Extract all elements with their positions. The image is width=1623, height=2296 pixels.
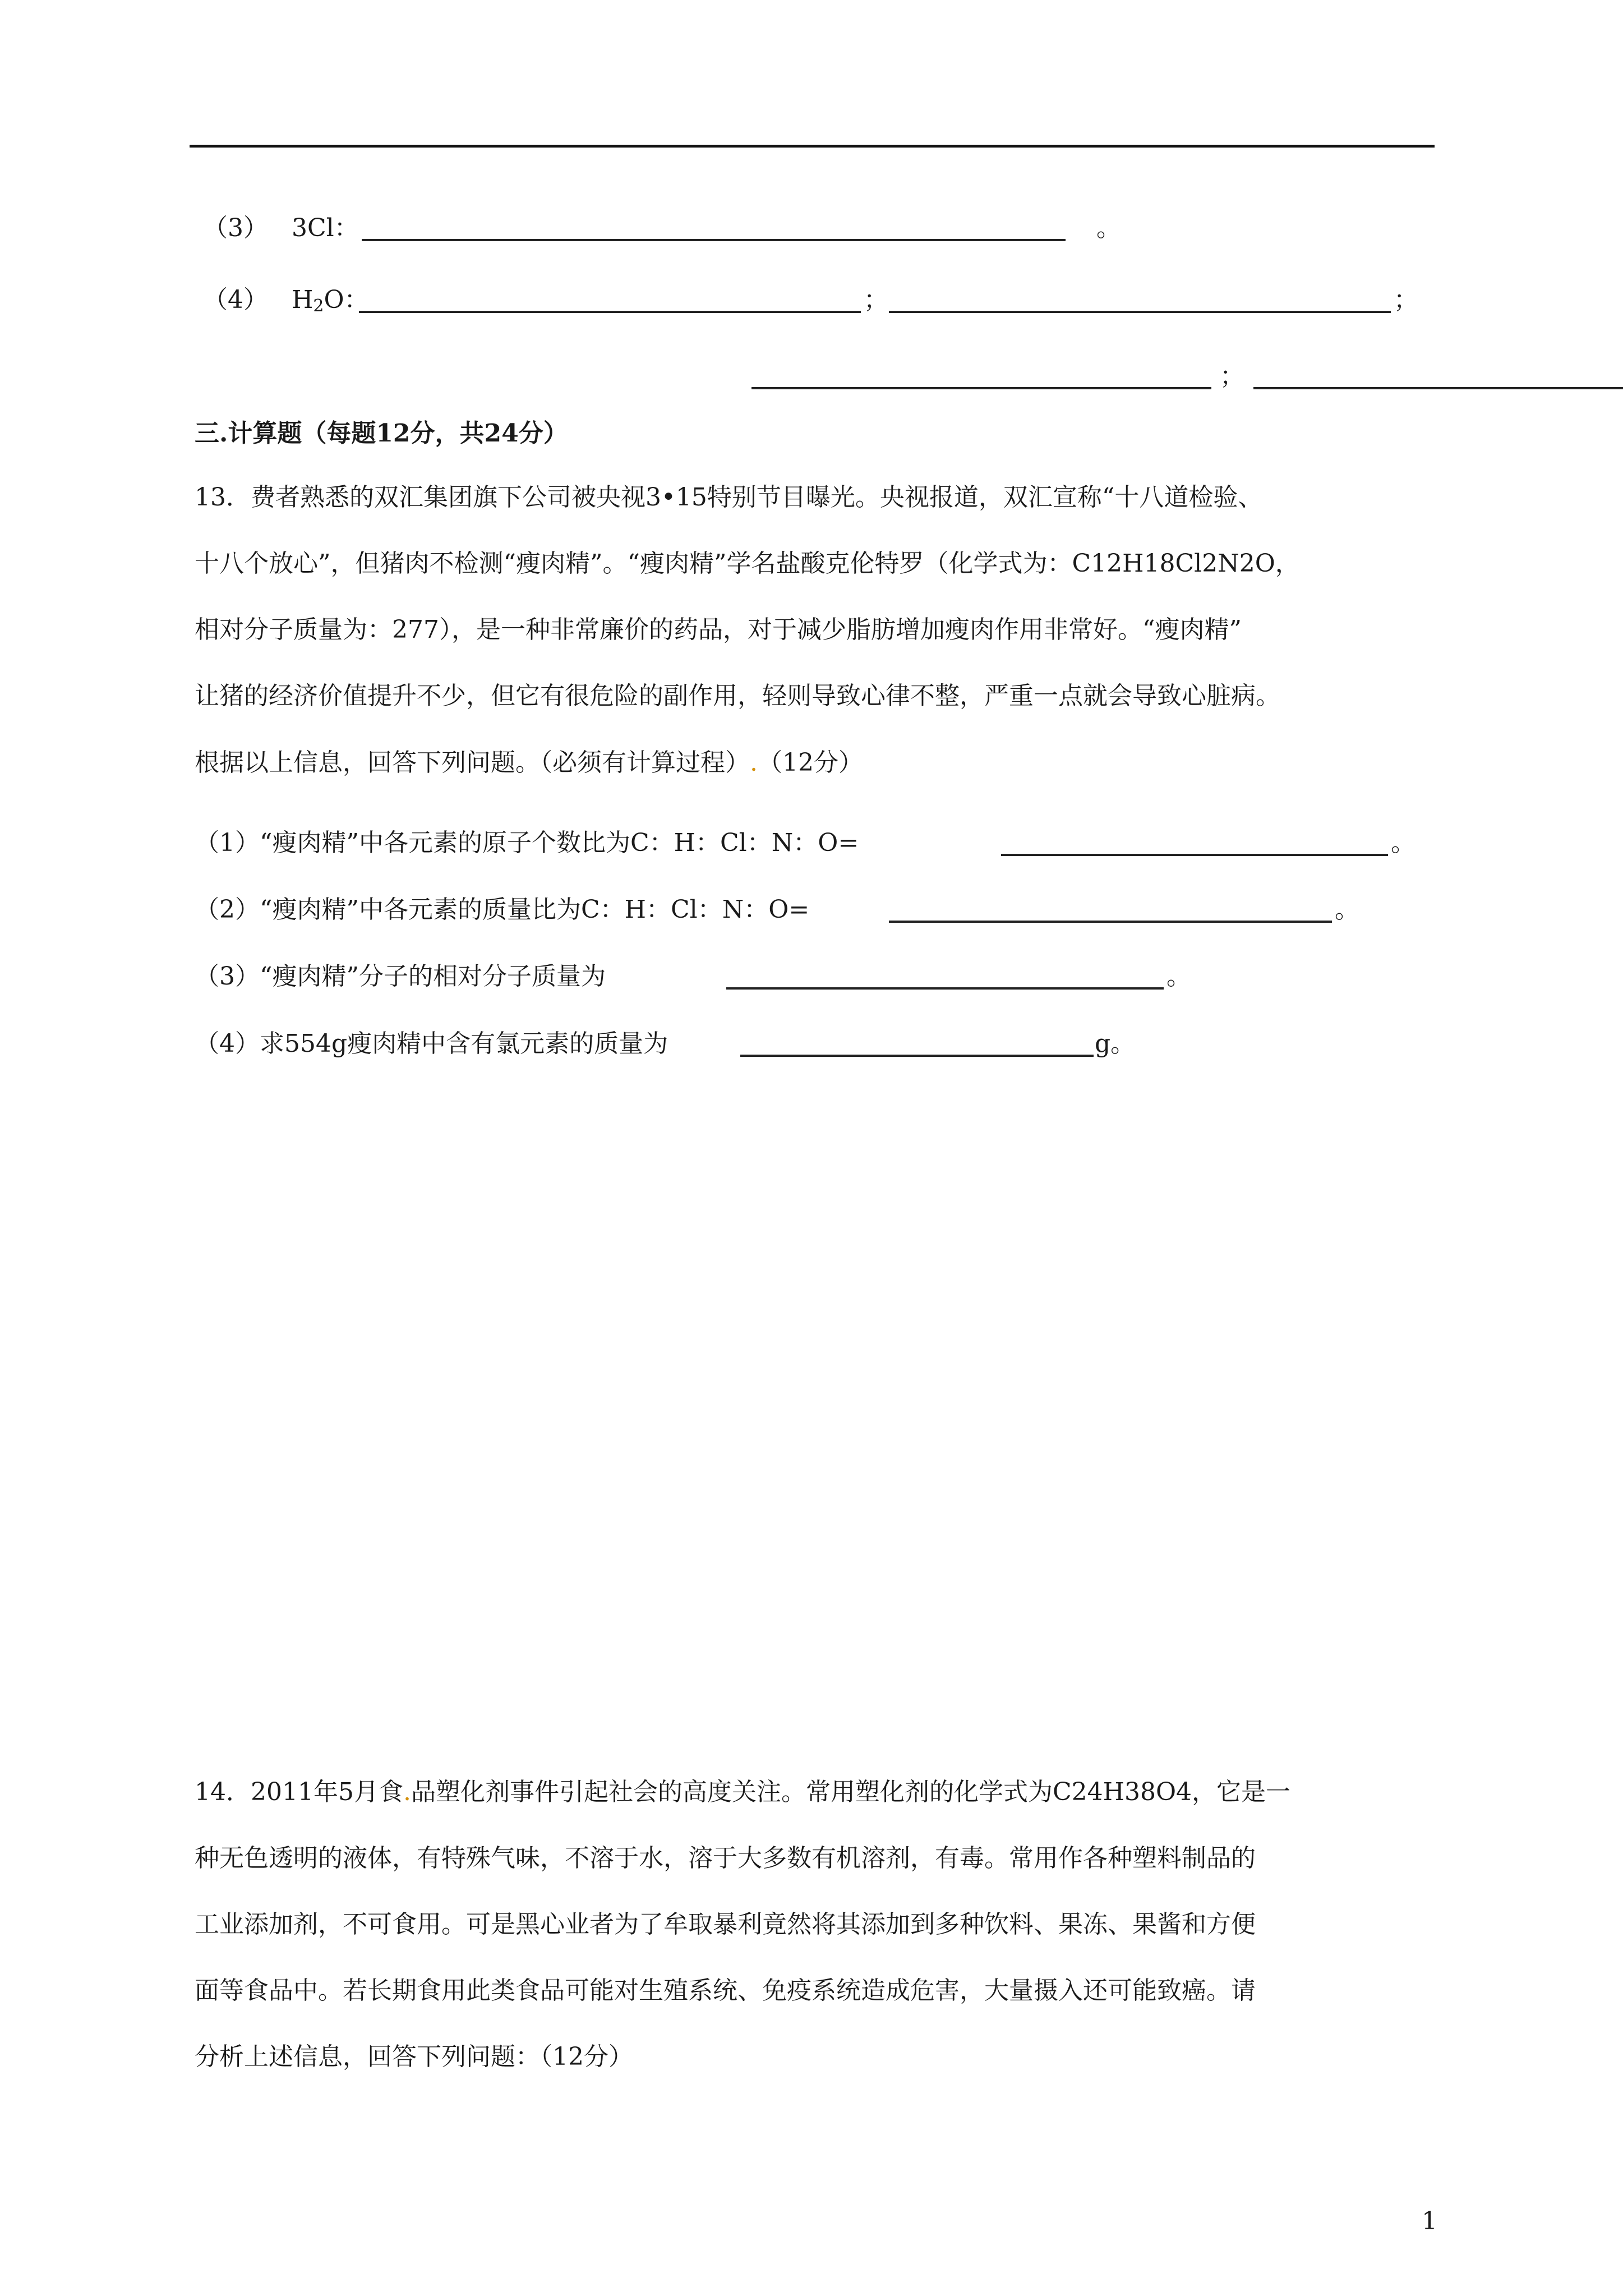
- q14-paragraph-line: 工业添加剂，不可食用。可是黑心业者为了牟取暴利竟然将其添加到多种饮料、果冻、果酱和方便: [195, 1910, 1256, 1939]
- q13-item-4: （4）求554g瘦肉精中含有氯元素的质量为 g。: [0, 1024, 1623, 1064]
- q14-paragraph-line: 14．2011年5月食.品塑化剂事件引起社会的高度关注。常用塑化剂的化学式为C24H38O4，它是一: [195, 1778, 1291, 1806]
- q13-paragraph-line: 十八个放心”，但猪肉不检测“瘦肉精”。“瘦肉精”学名盐酸克伦特罗（化学式为：C12H18Cl2N2O，: [195, 549, 1300, 578]
- answer-blank[interactable]: [362, 239, 1066, 241]
- answer-blank[interactable]: [889, 311, 1391, 313]
- answer-blank[interactable]: [740, 1055, 1094, 1057]
- period: 。: [1166, 962, 1191, 991]
- answer-blank[interactable]: [751, 387, 1211, 389]
- section-title: 三.计算题（每题12分，共24分）: [195, 419, 568, 448]
- q12-item-3: [0, 209, 1623, 248]
- q13-item-1: （1）“瘦肉精”中各元素的原子个数比为C：H：Cl：N：O= 。: [0, 823, 1623, 863]
- q13-item-2: （2）“瘦肉精”中各元素的质量比为C：H：Cl：N：O= 。: [0, 890, 1623, 930]
- answer-blank[interactable]: [1253, 387, 1623, 389]
- period: 。: [1096, 214, 1121, 242]
- q13-paragraph-line: 根据以上信息，回答下列问题。（必须有计算过程）.（12分）: [195, 748, 863, 777]
- q13-paragraph-line: 13．费者熟悉的双汇集团旗下公司被央视3•15特别节目曝光。央视报道，双汇宣称“十八道检验、: [195, 483, 1263, 512]
- semicolon: ；: [1220, 362, 1244, 390]
- page-number: 1: [1422, 2207, 1437, 2235]
- semicolon: ；: [1394, 286, 1418, 314]
- item-label: （4）: [203, 286, 268, 314]
- semicolon: ；: [864, 286, 888, 314]
- q13-paragraph-line: 相对分子质量为：277），是一种非常廉价的药品，对于减少脂肪增加瘦肉作用非常好。“瘦肉精”: [195, 615, 1242, 644]
- answer-blank[interactable]: [889, 921, 1332, 923]
- header-rule: [190, 145, 1435, 148]
- q14-paragraph-line: 种无色透明的液体，有特殊气味，不溶于水，溶于大多数有机溶剂，有毒。常用作各种塑料制品的: [195, 1844, 1256, 1872]
- q12-item-4: [0, 280, 1623, 320]
- q13-paragraph-line: 让猪的经济价值提升不少，但它有很危险的副作用，轻则导致心律不整，严重一点就会导致心脏病。: [195, 682, 1280, 710]
- answer-blank[interactable]: [359, 311, 861, 313]
- q14-paragraph-line: 分析上述信息，回答下列问题：（12分）: [195, 2042, 633, 2071]
- formula: 3Cl：: [292, 214, 359, 242]
- item-label: （3）: [203, 214, 268, 242]
- period: 。: [1335, 895, 1359, 924]
- formula: $H_2O$：: [292, 286, 369, 316]
- period: 。: [1391, 829, 1415, 857]
- unit: g。: [1095, 1029, 1136, 1058]
- answer-blank[interactable]: [726, 987, 1164, 990]
- answer-blank[interactable]: [1001, 854, 1388, 856]
- q14-paragraph-line: 面等食品中。若长期食用此类食品可能对生殖系统、免疫系统造成危害，大量摄入还可能致癌。请: [195, 1976, 1256, 2005]
- q13-item-3: （3）“瘦肉精”分子的相对分子质量为 。: [0, 957, 1623, 996]
- q12-item-4-continued: [0, 357, 1623, 396]
